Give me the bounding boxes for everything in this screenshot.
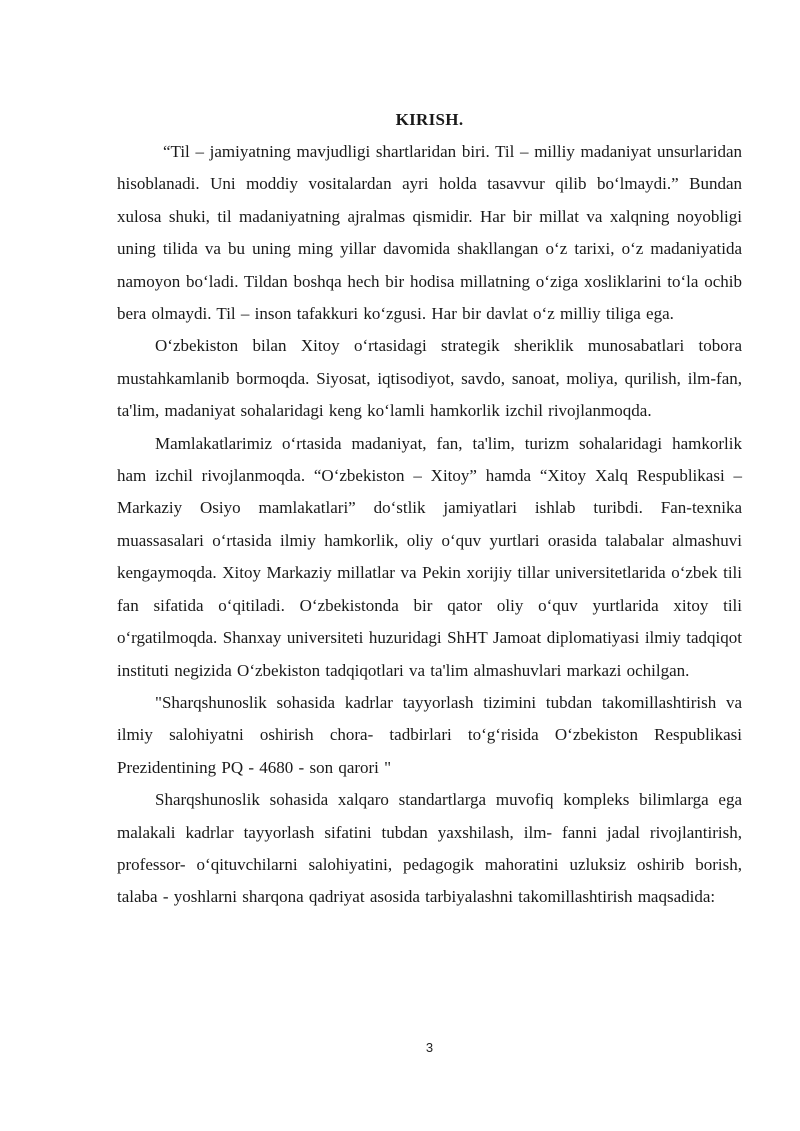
paragraph-goals: Sharqshunoslik sohasida xalqaro standartlarga muvofiq kompleks bilimlarga ega malakali kadrlar tayyorlash sifatini tubdan yaxshilash, ilm- fanni jadal rivojlantirish, professor- o‘qituvchilarni salohiyatini, pedagogik mahoratini uzluksiz oshirib borish, talaba - yoshlarni sharqona qadriyat asosida tarbiyalashni takomillashtirish maqsadida:	[117, 790, 742, 907]
paragraph-intro: “Til – jamiyatning mavjudligi shartlaridan biri. Til – milliy madaniyat unsurlaridan hisoblanadi. Uni moddiy vositalardan ayri holda tasavvur qilib bo‘lmaydi.” Bundan xulosa shuki, til madaniyatning ajralmas qismidir. Har bir millat va xalqning noyobligi uning tilida va bu uning ming yillar davomida shakllangan o‘z tarixi, o‘z madaniyatida namoyon bo‘ladi. Tildan boshqa hech bir hodisa millatning o‘ziga xosliklarini to‘la ochib bera olmaydi. Til – inson tafakkuri ko‘zgusi. Har bir davlat o‘z milliy tiliga ega.	[117, 142, 742, 324]
paragraph-cooperation: Mamlakatlarimiz o‘rtasida madaniyat, fan, ta'lim, turizm sohalaridagi hamkorlik ham izchil rivojlanmoqda. “O‘zbekiston – Xitoy” hamda “Xitoy Xalq Respublikasi – Markaziy Osiyo mamlakatlari” do‘stlik jamiyatlari ishlab turibdi. Fan-texnika muassasalari o‘rtasida ilmiy hamkorlik, oliy o‘quv yurtlari orasida talabalar almashuvi kengaymoqda. Xitoy Markaziy millatlar va Pekin xorijiy tillar universitetlarida o‘zbek tili fan sifatida o‘qitiladi. O‘zbekistonda bir qator oliy o‘quv yurtlarida xitoy tili o‘rgatilmoqda. Shanxay universiteti huzuridagi ShHT Jamoat diplomatiyasi ilmiy tadqiqot instituti negizida O‘zbekiston tadqiqotlari va ta'lim almashuvlari markazi ochilgan.	[117, 433, 742, 680]
document-body	[117, 136, 742, 914]
page-number: 3	[425, 1040, 434, 1055]
paragraph-decree: "Sharqshunoslik sohasida kadrlar tayyorlash tizimini tubdan takomillashtirish va ilmiy salohiyatni oshirish chora- tadbirlari to‘g‘risida O‘zbekiston Respublikasi Prezidentining PQ - 4680 - son qarori "	[117, 692, 742, 777]
paragraph-partnership: O‘zbekiston bilan Xitoy o‘rtasidagi strategik sheriklik munosabatlari tobora mustahkamlanib bormoqda. Siyosat, iqtisodiyot, savdo, sanoat, moliya, qurilish, ilm-fan, ta'lim, madaniyat sohalaridagi keng ko‘lamli hamkorlik izchil rivojlanmoqda.	[117, 336, 742, 421]
document-page	[117, 0, 742, 1131]
page-title: KIRISH.	[395, 110, 464, 129]
